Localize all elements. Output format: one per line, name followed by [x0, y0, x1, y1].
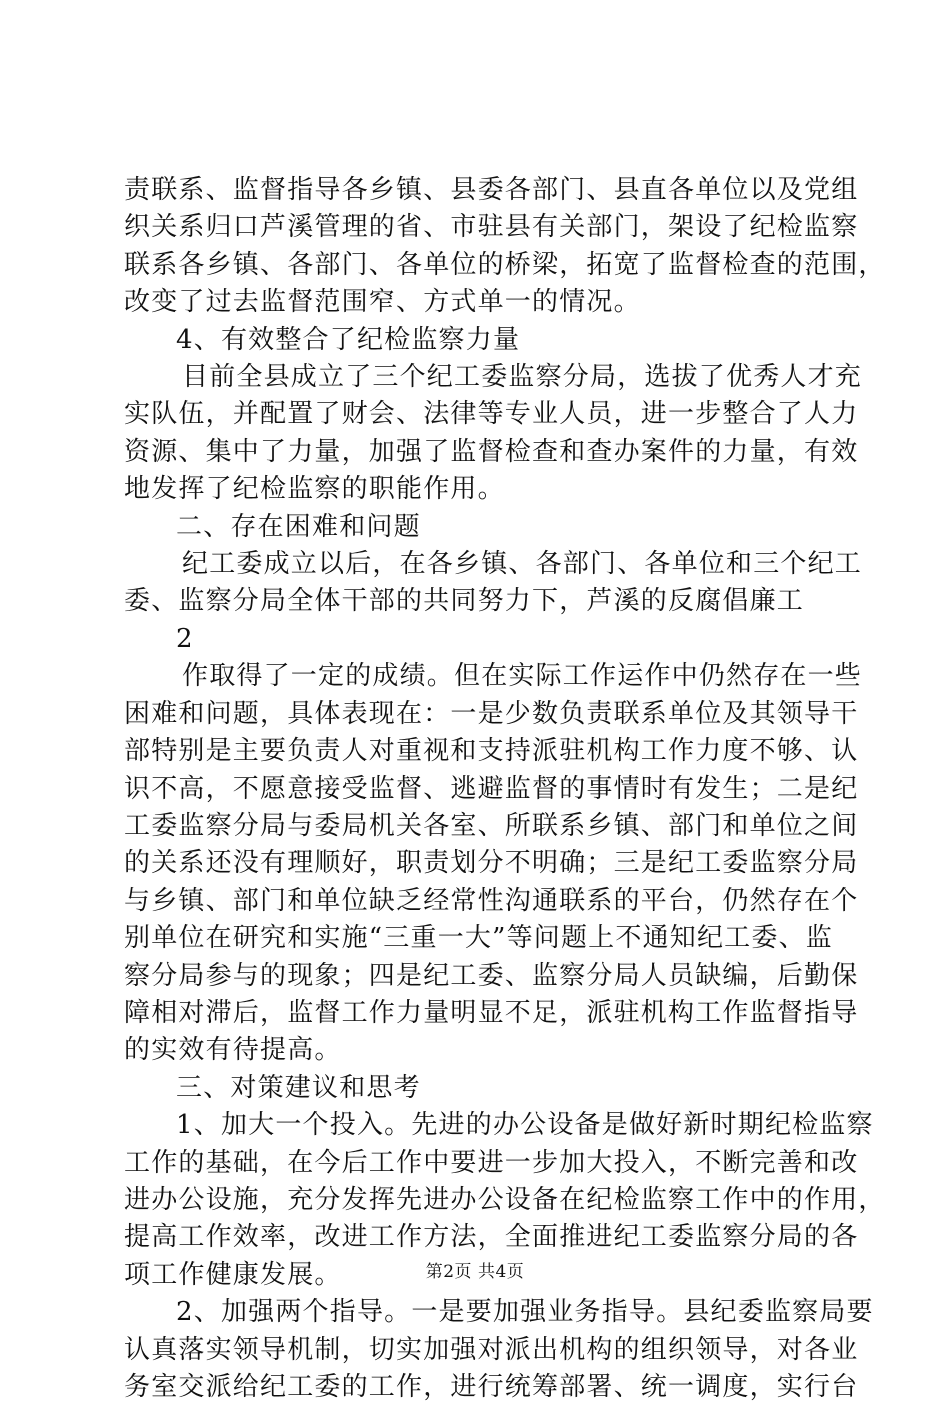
paragraph-line: 资源、集中了力量，加强了监督检查和查办案件的力量，有效 — [124, 436, 859, 467]
paragraph-line: 与乡镇、部门和单位缺乏经常性沟通联系的平台，仍然存在个 — [124, 885, 859, 916]
paragraph-line: 进办公设施，充分发挥先进办公设备在纪检监察工作中的作用， — [124, 1184, 886, 1215]
paragraph-line: 项工作健康发展。 — [124, 1259, 342, 1290]
paragraph-line: 的关系还没有理顺好，职责划分不明确；三是纪工委监察分局 — [124, 848, 859, 879]
paragraph-line: 障相对滞后，监督工作力量明显不足，派驻机构工作监督指导 — [124, 997, 859, 1028]
section-subheading: 4、有效整合了纪检监察力量 — [176, 324, 521, 355]
paragraph-line: 地发挥了纪检监察的职能作用。 — [124, 474, 505, 505]
section-heading: 三、对策建议和思考 — [176, 1072, 421, 1103]
paragraph-line: 实队伍，并配置了财会、法律等专业人员，进一步整合了人力 — [124, 399, 859, 430]
paragraph-line: 织关系归口芦溪管理的省、市驻县有关部门，架设了纪检监察 — [124, 212, 859, 243]
paragraph-line: 目前全县成立了三个纪工委监察分局，选拔了优秀人才充 — [182, 362, 863, 393]
document-body — [124, 172, 886, 1406]
paragraph-line: 委、监察分局全体干部的共同努力下，芦溪的反腐倡廉工 — [124, 586, 805, 617]
paragraph-line: 别单位在研究和实施“三重一大”等问题上不通知纪工委、监 — [124, 923, 833, 954]
page-footer-label: 第2页 共4页 — [425, 1262, 525, 1282]
paragraph-line: 改变了过去监督范围窄、方式单一的情况。 — [124, 287, 641, 318]
paragraph-line: 2、加强两个指导。一是要加强业务指导。县纪委监察局要 — [176, 1297, 874, 1328]
section-heading: 二、存在困难和问题 — [176, 511, 421, 542]
paragraph-line: 工委监察分局与委局机关各室、所联系乡镇、部门和单位之间 — [124, 810, 859, 841]
paragraph-line: 察分局参与的现象；四是纪工委、监察分局人员缺编，后勤保 — [124, 960, 859, 991]
paragraph-line: 责联系、监督指导各乡镇、县委各部门、县直各单位以及党组 — [124, 175, 859, 205]
paragraph-line: 纪工委成立以后，在各乡镇、各部门、各单位和三个纪工 — [182, 549, 863, 580]
paragraph-line: 务室交派给纪工委的工作，进行统筹部署、统一调度，实行台 — [124, 1372, 859, 1402]
inline-page-number: 2 — [176, 623, 194, 654]
paragraph-line: 作取得了一定的成绩。但在实际工作运作中仍然存在一些 — [182, 661, 863, 692]
paragraph-line: 1、加大一个投入。先进的办公设备是做好新时期纪检监察 — [176, 1110, 874, 1141]
paragraph-line: 部特别是主要负责人对重视和支持派驻机构工作力度不够、认 — [124, 736, 859, 767]
paragraph-line: 联系各乡镇、各部门、各单位的桥梁，拓宽了监督检查的范围， — [124, 249, 886, 280]
paragraph-line: 的实效有待提高。 — [124, 1035, 342, 1066]
paragraph-line: 识不高，不愿意接受监督、逃避监督的事情时有发生；二是纪 — [124, 773, 859, 804]
paragraph-line: 工作的基础，在今后工作中要进一步加大投入，不断完善和改 — [124, 1147, 859, 1178]
paragraph-line: 提高工作效率，改进工作方法，全面推进纪工委监察分局的各 — [124, 1222, 859, 1253]
paragraph-line: 认真落实领导机制，切实加强对派出机构的组织领导，对各业 — [124, 1334, 859, 1365]
paragraph-line: 困难和问题，具体表现在：一是少数负责联系单位及其领导干 — [124, 698, 859, 729]
